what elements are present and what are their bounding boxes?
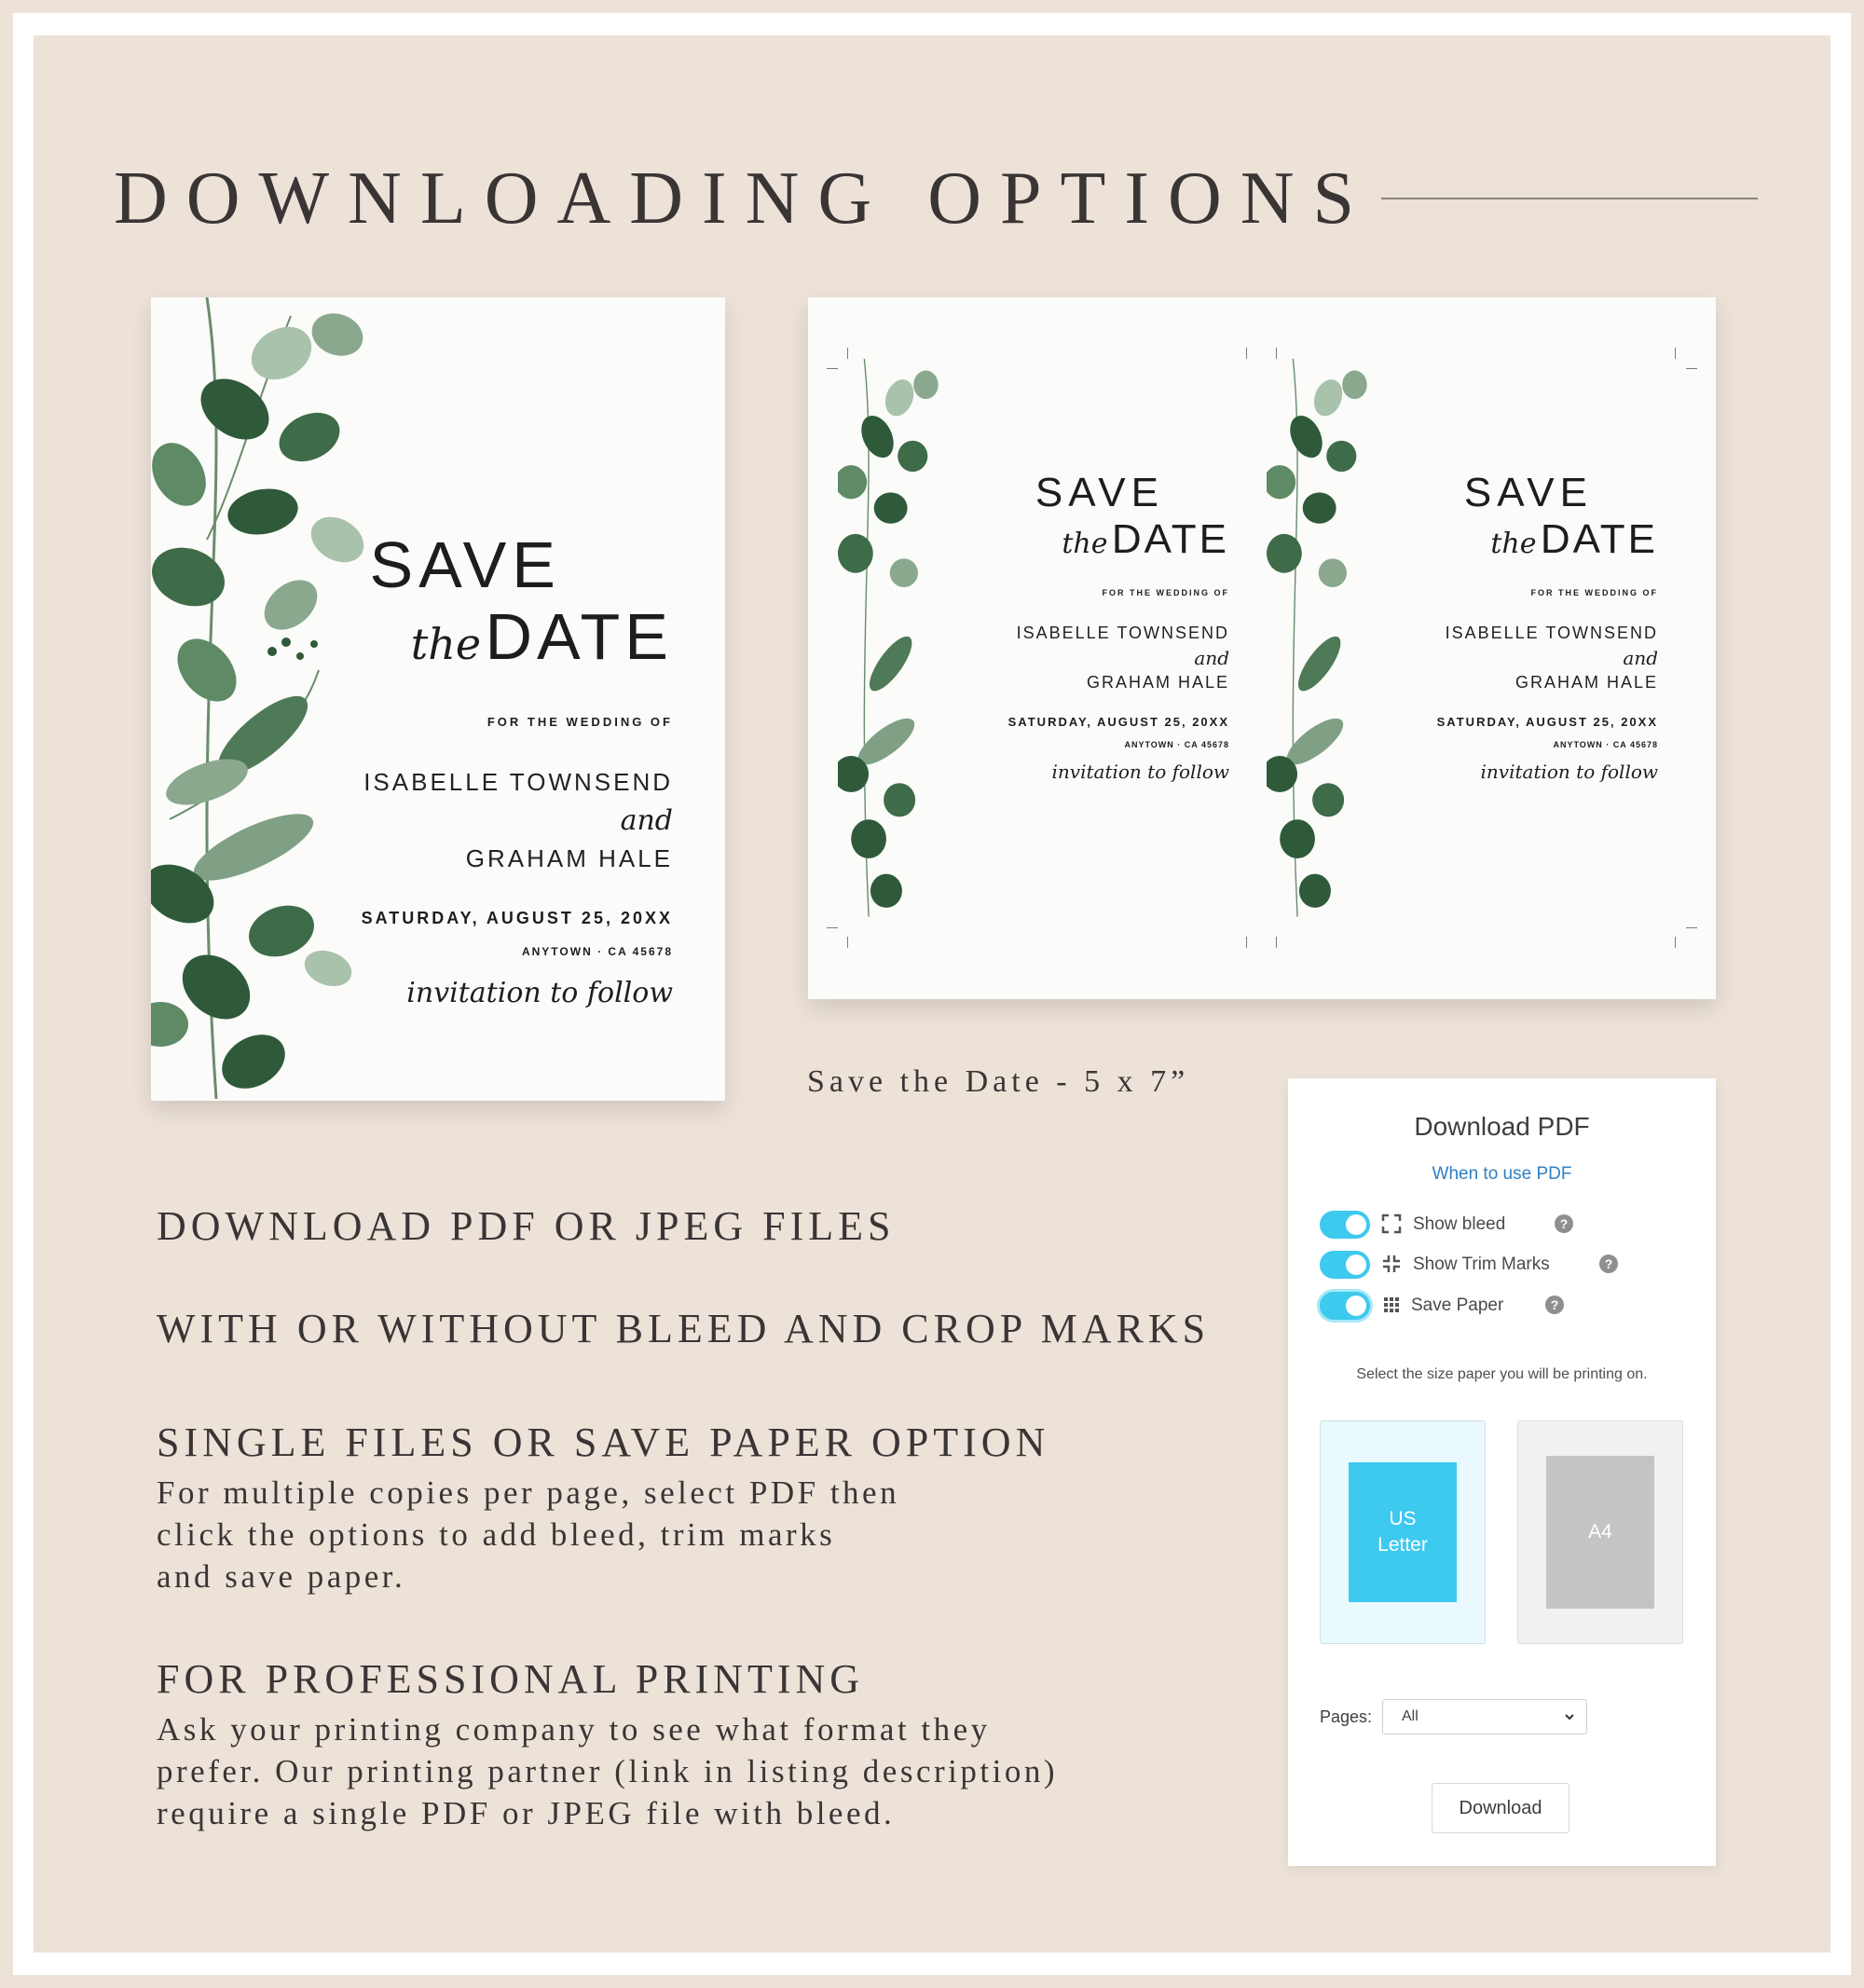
feature-save-paper [157, 1419, 1049, 1597]
toggle-knob [1346, 1296, 1366, 1316]
and-script: and [620, 804, 673, 837]
sheet-card-right [1267, 359, 1658, 939]
feature-line: Ask your printing company to see what format they [157, 1711, 991, 1748]
grid-icon [1381, 1295, 1402, 1315]
the-script: the [1062, 528, 1108, 560]
trim-mark [1276, 937, 1277, 948]
pages-select-value: All [1402, 1708, 1419, 1724]
a4-swatch [1546, 1456, 1654, 1609]
sheet-card-left [838, 359, 1229, 939]
trim-mark [827, 927, 838, 928]
bleed-icon [1381, 1213, 1402, 1234]
feature-line: click the options to add bleed, trim marks [157, 1516, 836, 1553]
help-icon[interactable]: ? [1599, 1254, 1618, 1273]
card-text [1378, 471, 1658, 783]
paper-label: A4 [1588, 1521, 1612, 1542]
name-bride: ISABELLE TOWNSEND [1445, 624, 1658, 642]
option-label: Show bleed [1413, 1214, 1506, 1234]
option-label: Save Paper [1411, 1296, 1504, 1315]
trim-mark [1686, 368, 1697, 369]
the-script: the [1490, 528, 1537, 560]
feature-heading: FOR PROFESSIONAL PRINTING [157, 1656, 865, 1702]
feature-line: prefer. Our printing partner (link in listing description) [157, 1753, 1058, 1789]
event-location: ANYTOWN · CA 45678 [1124, 740, 1229, 749]
for-the-wedding-of: FOR THE WEDDING OF [1530, 588, 1658, 597]
paper-option-a4[interactable] [1517, 1420, 1683, 1644]
feature-line: For multiple copies per page, select PDF then [157, 1474, 900, 1511]
save-paper-toggle[interactable] [1320, 1292, 1370, 1320]
invitation-to-follow: invitation to follow [406, 977, 673, 1009]
save-the-date-card-single [151, 297, 725, 1101]
option-save-paper [1320, 1292, 1693, 1323]
feature-heading: DOWNLOAD PDF OR JPEG FILES [157, 1203, 896, 1249]
invitation-to-follow: invitation to follow [1051, 761, 1229, 783]
date-heading [1378, 515, 1658, 573]
card-text [950, 471, 1229, 783]
paper-label: Letter [1377, 1534, 1428, 1556]
event-date: SATURDAY, AUGUST 25, 20XX [1007, 715, 1229, 729]
trim-marks-icon [1381, 1254, 1402, 1274]
title-divider [1381, 198, 1758, 199]
chevron-down-icon [1564, 1711, 1575, 1722]
name-groom: GRAHAM HALE [1086, 673, 1229, 692]
save-paper-preview-sheet [808, 297, 1716, 999]
name-groom: GRAHAM HALE [1514, 673, 1658, 692]
event-location: ANYTOWN · CA 45678 [521, 945, 673, 958]
name-bride: ISABELLE TOWNSEND [1016, 624, 1229, 642]
show-bleed-toggle[interactable] [1320, 1211, 1370, 1239]
save-heading: SAVE [1463, 470, 1593, 515]
pages-label: Pages: [1320, 1707, 1373, 1726]
product-size-caption: Save the Date - 5 x 7” [807, 1064, 1190, 1099]
trim-mark [847, 348, 848, 359]
trim-mark [827, 368, 838, 369]
feature-heading: WITH OR WITHOUT BLEED AND CROP MARKS [157, 1306, 1211, 1351]
trim-mark [1675, 348, 1676, 359]
page-title: DOWNLOADING OPTIONS [114, 158, 1374, 240]
date-heading [950, 515, 1229, 573]
pages-select[interactable] [1382, 1699, 1587, 1734]
paper-size-instruction: Select the size paper you will be printing on. [1356, 1366, 1648, 1382]
feature-description [157, 1708, 1058, 1834]
feature-professional-printing [157, 1655, 1058, 1834]
save-heading: SAVE [369, 528, 561, 601]
us-letter-swatch [1349, 1462, 1457, 1602]
feature-description [157, 1472, 1049, 1597]
for-the-wedding-of: FOR THE WEDDING OF [1102, 588, 1229, 597]
name-bride: ISABELLE TOWNSEND [363, 768, 673, 796]
trim-mark [1675, 937, 1676, 948]
invitation-to-follow: invitation to follow [1480, 761, 1658, 783]
paper-option-us-letter[interactable] [1320, 1420, 1486, 1644]
date-word: DATE [1111, 516, 1229, 562]
option-show-trim-marks [1320, 1251, 1693, 1282]
paper-label: US [1389, 1508, 1417, 1529]
option-show-bleed [1320, 1211, 1693, 1242]
option-label: Show Trim Marks [1413, 1254, 1550, 1274]
when-to-use-pdf-link[interactable]: When to use PDF [1432, 1164, 1572, 1184]
trim-mark [847, 937, 848, 948]
trim-mark [1246, 348, 1247, 359]
trim-mark [1246, 937, 1247, 948]
show-trim-marks-toggle[interactable] [1320, 1251, 1370, 1279]
trim-mark [1276, 348, 1277, 359]
toggle-knob [1346, 1254, 1366, 1275]
feature-line: require a single PDF or JPEG file with bleed. [157, 1795, 896, 1831]
event-date: SATURDAY, AUGUST 25, 20XX [1436, 715, 1658, 729]
date-word: DATE [1540, 516, 1658, 562]
download-pdf-panel [1288, 1078, 1716, 1866]
event-location: ANYTOWN · CA 45678 [1553, 740, 1658, 749]
download-button[interactable]: Download [1432, 1783, 1569, 1833]
event-date: SATURDAY, AUGUST 25, 20XX [361, 909, 673, 927]
save-heading: SAVE [1035, 470, 1164, 515]
and-script: and [1623, 647, 1658, 669]
toggle-knob [1346, 1214, 1366, 1235]
feature-bleed-crop [157, 1305, 1210, 1352]
feature-download-formats [157, 1202, 896, 1250]
panel-title: Download PDF [1414, 1112, 1590, 1141]
help-icon[interactable]: ? [1545, 1296, 1564, 1314]
date-heading [281, 599, 673, 692]
card-text [281, 530, 673, 1009]
for-the-wedding-of: FOR THE WEDDING OF [487, 715, 673, 729]
name-groom: GRAHAM HALE [465, 844, 673, 872]
trim-mark [1686, 927, 1697, 928]
help-icon[interactable]: ? [1555, 1214, 1573, 1233]
and-script: and [1194, 647, 1229, 669]
feature-line: and save paper. [157, 1558, 406, 1595]
the-script: the [410, 619, 482, 669]
feature-heading: SINGLE FILES OR SAVE PAPER OPTION [157, 1419, 1050, 1465]
date-word: DATE [485, 600, 673, 673]
